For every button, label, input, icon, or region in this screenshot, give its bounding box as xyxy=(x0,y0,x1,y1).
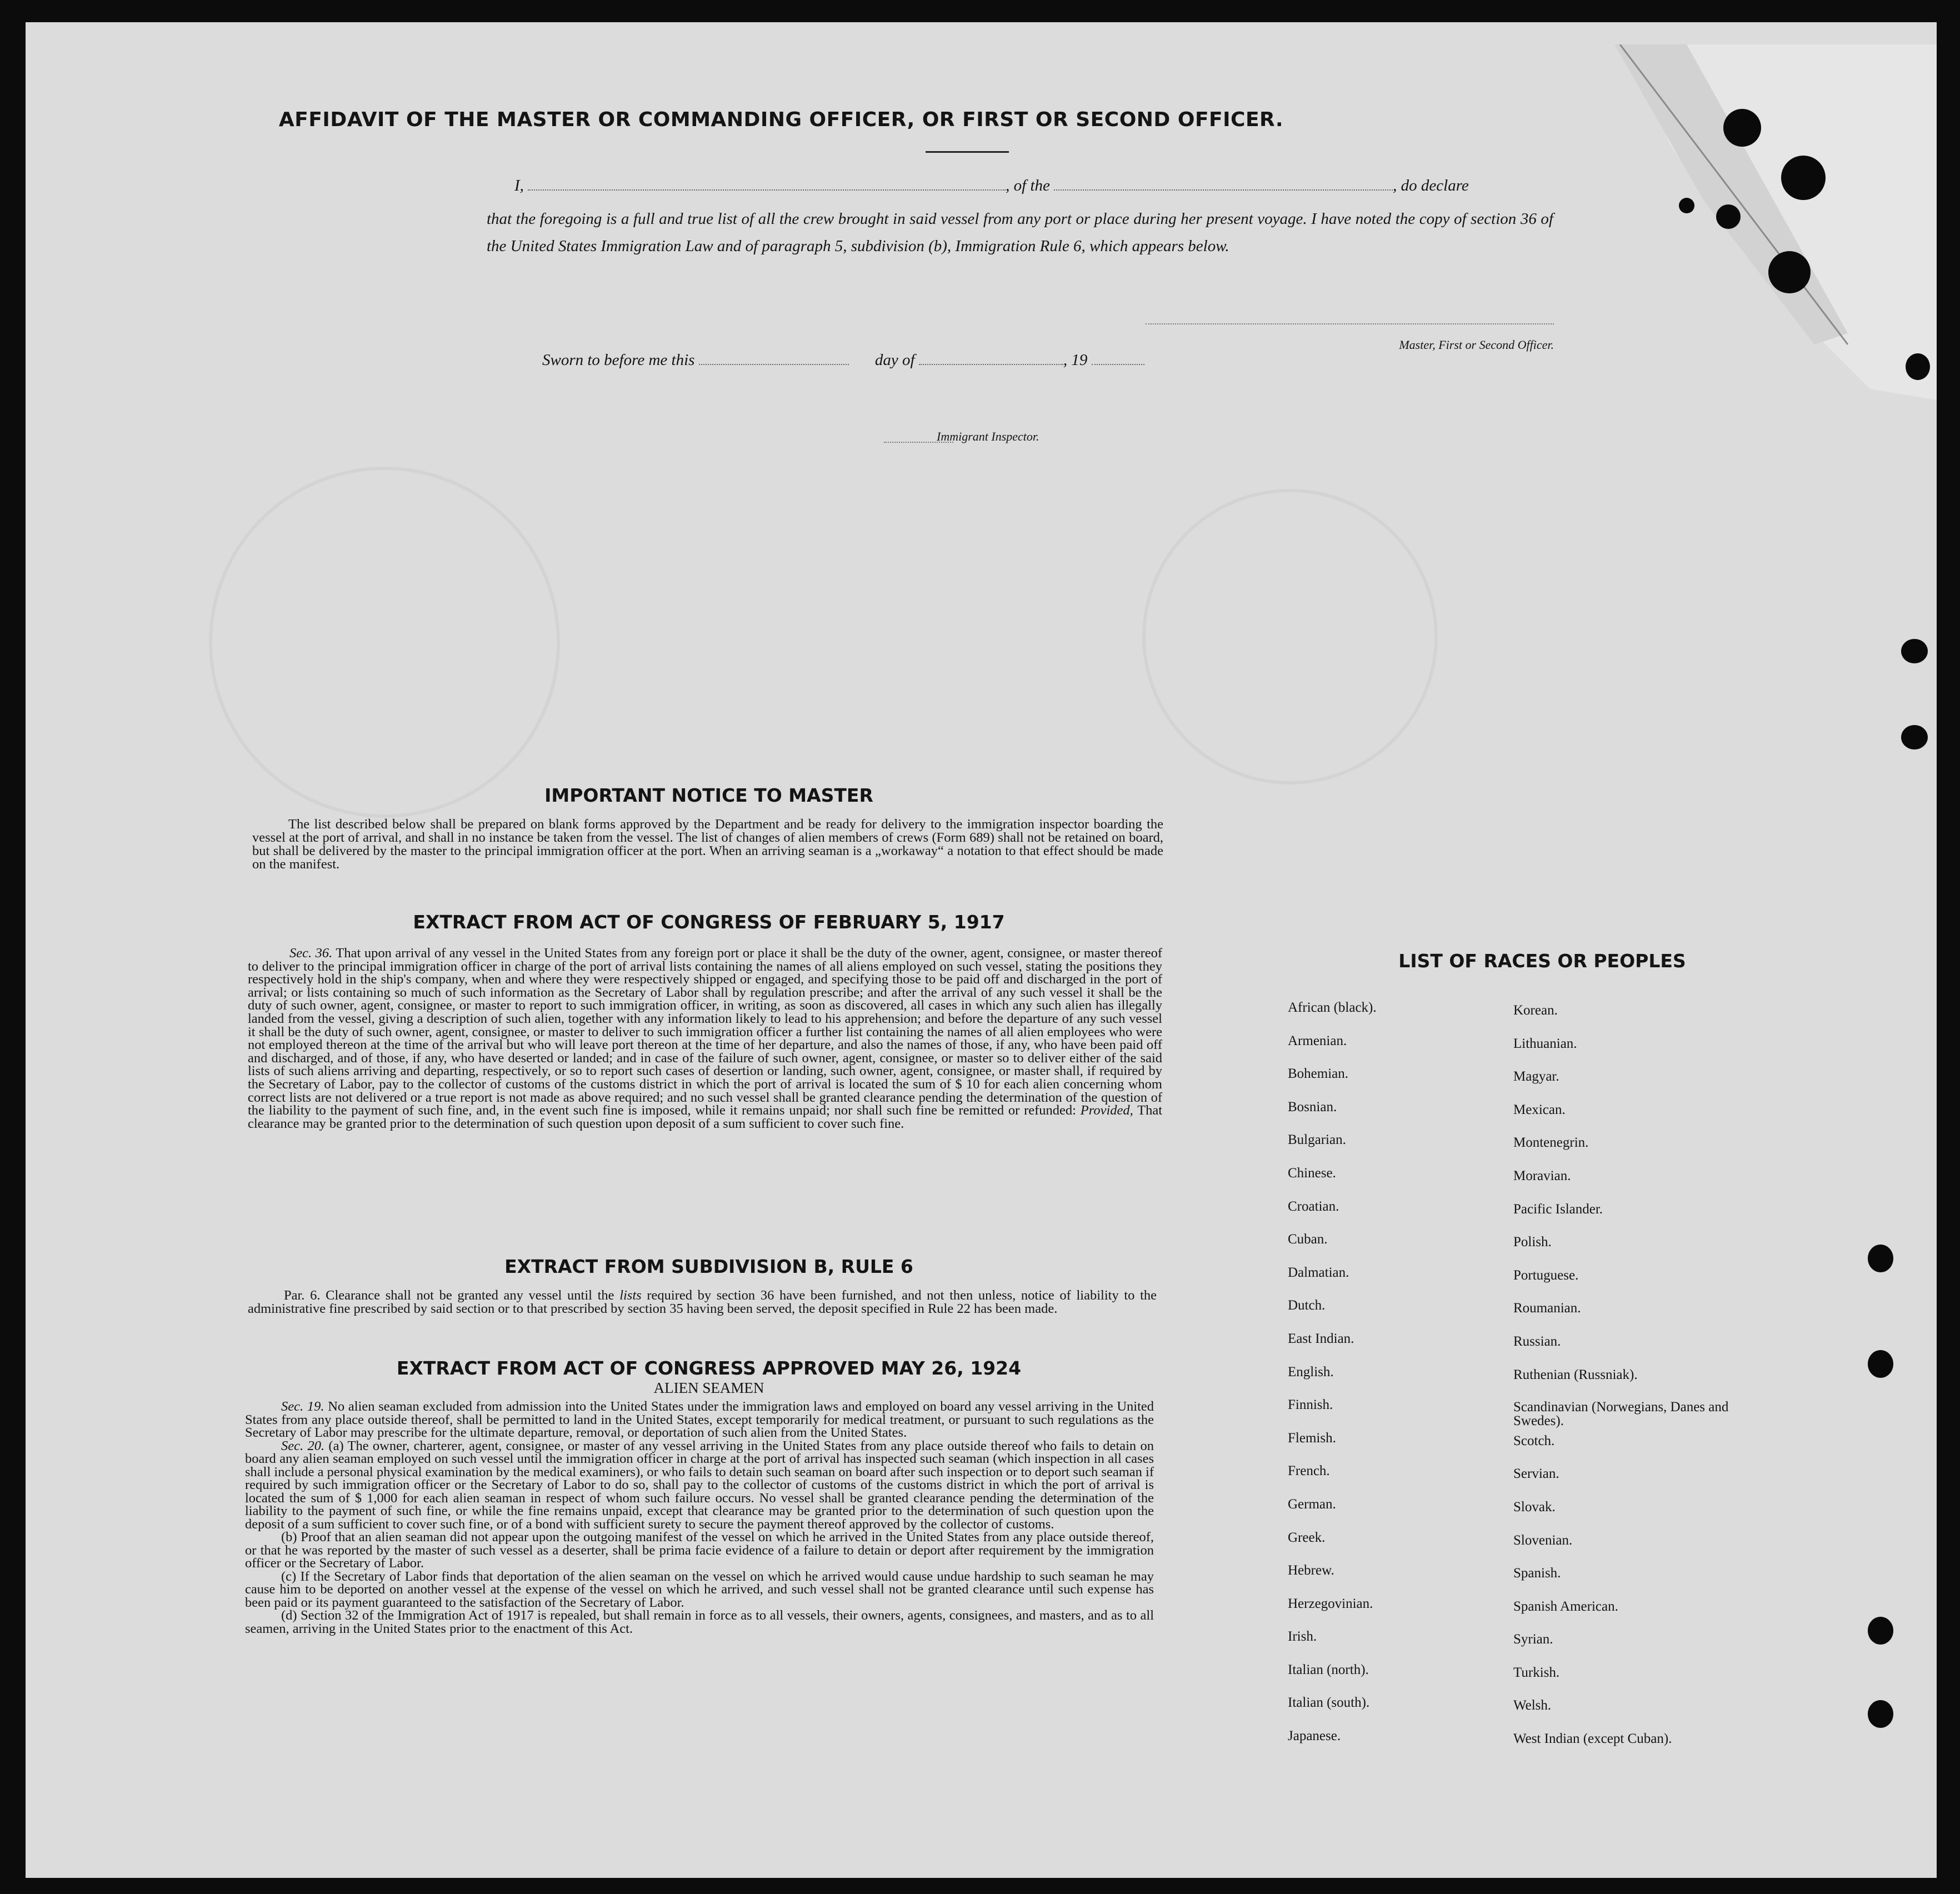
punch-hole xyxy=(1906,353,1930,380)
race-item: Magyar. xyxy=(1513,1069,1559,1085)
race-item: Russian. xyxy=(1513,1333,1561,1349)
sworn-label: Sworn to before me this xyxy=(542,351,695,369)
races-left-column xyxy=(1288,1000,1510,1762)
race-item: Greek. xyxy=(1288,1530,1326,1545)
sec20b-paragraph: (b) Proof that an alien seaman did not appear upon the outgoing manifest of the vessel on which he arrived in the United States from any place outside thereof, or that he was reported by the master of such vessel as a deserter, shall be prima facie evidence of a failure to detain or deport after requirement by the immigration officer or the Secretary of Labor. xyxy=(245,1530,1154,1571)
affidavit-body: that the foregoing is a full and true list of all the crew brought in said vessel from any port or place during her present voyage. I have noted the copy of section 36 of the United States Immigration Law and of paragraph 5, subdivision (b), Immigration Rule 6, which appears below. xyxy=(487,210,1553,255)
race-item: Moravian. xyxy=(1513,1168,1571,1183)
notice-title: IMPORTANT NOTICE TO MASTER xyxy=(544,784,873,806)
rule6-lists-word: lists xyxy=(619,1288,642,1303)
title-rule xyxy=(926,151,1009,153)
race-item: Turkish. xyxy=(1513,1665,1560,1680)
race-item: Flemish. xyxy=(1288,1430,1336,1446)
sec36-label: Sec. 36. xyxy=(289,946,333,961)
race-item: Hebrew. xyxy=(1288,1563,1334,1578)
race-item: Bohemian. xyxy=(1288,1066,1349,1082)
seal-bleed-left xyxy=(209,467,560,818)
race-item: Polish. xyxy=(1513,1235,1552,1250)
sec19-label: Sec. 19. xyxy=(281,1399,324,1414)
sworn-year-field[interactable] xyxy=(1092,364,1144,365)
race-item: Pacific Islander. xyxy=(1513,1201,1603,1217)
race-item: Italian (south). xyxy=(1288,1695,1370,1711)
sec20a-paragraph xyxy=(245,1440,1154,1531)
extract-1917-body xyxy=(248,947,1162,1130)
race-item: Mexican. xyxy=(1513,1102,1566,1117)
extract-1917-title: EXTRACT FROM ACT OF CONGRESS OF FEBRUARY 5, 1917 xyxy=(413,911,1005,933)
rule6-text-b: required by section 36 have been furnished, and not then unless, notice of liability to the administrative fine prescribed by said section or to that prescribed by section 35 having been served, the deposit specified in Rule 22 has been made. xyxy=(248,1288,1157,1316)
race-item: Armenian. xyxy=(1288,1033,1347,1048)
race-item: Welsh. xyxy=(1513,1698,1552,1713)
race-item: Bulgarian. xyxy=(1288,1132,1346,1148)
sec20d-paragraph: (d) Section 32 of the Immigration Act of 1917 is repealed, but shall remain in force as to all vessels, their owners, agents, consignees, and masters, and as to all seamen, arriving in the United States prior to the enactment of this Act. xyxy=(245,1608,1154,1636)
race-item: Slovenian. xyxy=(1513,1532,1573,1548)
sec20a-text: (a) The owner, charterer, agent, consignee, or master of any vessel arriving in the United States from any place outside thereof who fails to detain on board any alien seaman employed on such vessel until the immigration officer in charge at the port of arrival has inspected such seaman (which inspection in all cases shall include a personal physical examination by the medical examiners), or who fails to detain such seaman on board after such inspection or to deport such seaman if required by such immigration officer or the Secretary of Labor to do so, shall pay to the collector of customs of the customs district in which the port of arrival is located the sum of $ 1,000 for each alien seaman in respect of whom such failure occurs. No vessel shall be granted clearance pending the determination of the liability to the payment of such fine, or while the fine remains unpaid, except that clearance may be granted prior to the determination of such question upon the deposit of a sum sufficient to cover such fine, or of a bond with sufficient surety to secure the payment thereof approved by the collector of customs. xyxy=(245,1438,1154,1532)
sworn-month-field[interactable] xyxy=(919,364,1063,365)
master-name-field[interactable] xyxy=(528,189,1006,191)
inspector-label: Immigrant Inspector. xyxy=(937,429,1039,443)
declare-i: I, xyxy=(514,177,524,194)
race-item: Herzegovinian. xyxy=(1288,1596,1373,1611)
sec36-text-b: That clearance may be granted prior to the determination of such question upon deposit of a sum sufficient to cover such fine. xyxy=(248,1103,1163,1131)
affidavit-title: AFFIDAVIT OF THE MASTER OR COMMANDING OFFICER, OR FIRST OR SECOND OFFICER. xyxy=(278,108,1284,131)
race-item: Lithuanian. xyxy=(1513,1036,1577,1051)
document-page xyxy=(26,22,1937,1878)
race-item: German. xyxy=(1288,1496,1336,1512)
race-item: Syrian. xyxy=(1513,1632,1553,1647)
race-item: Slovak. xyxy=(1513,1499,1556,1515)
punch-hole xyxy=(1868,1617,1893,1645)
race-item: Chinese. xyxy=(1288,1165,1336,1181)
sworn-date-field[interactable] xyxy=(699,364,849,365)
race-item: Servian. xyxy=(1513,1466,1559,1482)
races-title: LIST OF RACES OR PEOPLES xyxy=(1398,950,1686,972)
torn-corner xyxy=(1559,44,1937,422)
sec20-label: Sec. 20. xyxy=(281,1438,325,1453)
rule6-text-a: Par. 6. Clearance shall not be granted any vessel until the xyxy=(284,1288,614,1303)
master-signature-line[interactable] xyxy=(1146,323,1554,324)
race-item: Spanish. xyxy=(1513,1566,1561,1581)
extract-1924-body xyxy=(245,1400,1154,1635)
race-item: Roumanian. xyxy=(1513,1301,1581,1316)
do-declare-label: , do declare xyxy=(1393,177,1469,194)
race-item: Ruthenian (Russniak). xyxy=(1513,1367,1638,1382)
race-item: Finnish. xyxy=(1288,1397,1333,1413)
race-item: Italian (north). xyxy=(1288,1662,1369,1677)
race-item: Spanish American. xyxy=(1513,1598,1618,1614)
extract-rule6-body xyxy=(248,1289,1157,1315)
punch-hole xyxy=(1868,1700,1893,1728)
extract-rule6-title: EXTRACT FROM SUBDIVISION B, RULE 6 xyxy=(504,1256,913,1277)
sec36-text-a: That upon arrival of any vessel in the United States from any foreign port or place it shall be the duty of the owner, agent, consignee, or master thereof to deliver to the principal immigration officer in charge of the port of arrival lists containing the names of all aliens employed on such vessel, stating the positions they respectively hold in the ship's company, when and where they were respectively shipped or engaged, and specifying those to be paid off and discharged in the port of arrival; or lists containing so much of such information as the Secretary of Labor shall by regulation prescribe; and after the arrival of any such vessel it shall be the duty of such owner, agent, consignee, or master to report to such immigration officer, in writing, as soon as discovered, all cases in which any such alien has illegally landed from the vessel, giving a description of such alien, together with any information likely to lead to his apprehension; and before the departure of any such vessel it shall be the duty of such owner, agent, consignee, or master to deliver to such immigration officer a further list containing the names of all alien employees who were not employed thereon at the time of the arrival but who will leave port thereon at the time of her departure, and also the names of those, if any, who have been paid off and discharged, and of those, if any, who have deserted or landed; and in case of the failure of such owner, agent, consignee, or master so to deliver either of the said lists of such aliens arriving and departing, respectively, or so to report such cases of desertion or landing, such owner, agent, consignee, or master shall, if required by the Secretary of Labor, pay to the collector of customs of the customs district in which the port of arrival is located the sum of $ 10 for each alien concerning whom correct lists are not delivered or a true report is not made as above required; and no such vessel shall be granted clearance pending the determination of the question of the liability to the payment of such fine, and, in the event such fine is imposed, while it remains unpaid; nor shall such fine be remitted or refunded: xyxy=(248,946,1163,1118)
extract-1924-subtitle: ALIEN SEAMEN xyxy=(653,1380,764,1396)
race-item: Korean. xyxy=(1513,1003,1558,1018)
races-right-column xyxy=(1513,1003,1747,1765)
of-the-label: , of the xyxy=(1006,177,1050,194)
race-item: Dutch. xyxy=(1288,1298,1326,1313)
punch-hole xyxy=(1868,1245,1893,1272)
race-item: Dalmatian. xyxy=(1288,1265,1349,1280)
extract-1924-title: EXTRACT FROM ACT OF CONGRESS APPROVED MAY 26, 1924 xyxy=(396,1357,1022,1379)
sec20c-paragraph: (c) If the Secretary of Labor finds that deportation of the alien seaman on the vessel on which he arrived would cause undue hardship to such seaman he may cause him to be deported on another vessel at the expense of the vessel on which he arrived, and such vessel shall not be granted clearance until such expense has been paid or its payment guaranteed to the satisfaction of the Secretary of Labor. xyxy=(245,1568,1154,1610)
day-of-label: day of xyxy=(874,351,915,369)
race-item: Bosnian. xyxy=(1288,1099,1337,1115)
proviso-word: Provided, xyxy=(1080,1103,1133,1118)
punch-hole xyxy=(1901,639,1928,663)
race-item: English. xyxy=(1288,1364,1334,1380)
sworn-line xyxy=(542,351,1144,369)
race-item: French. xyxy=(1288,1463,1330,1479)
race-item: Irish. xyxy=(1288,1629,1317,1645)
declaration-line xyxy=(487,177,1559,195)
race-item: Cuban. xyxy=(1288,1232,1328,1247)
race-item: Croatian. xyxy=(1288,1198,1339,1214)
sec19-paragraph xyxy=(245,1400,1154,1440)
race-item: African (black). xyxy=(1288,1000,1377,1015)
race-item: Scotch. xyxy=(1513,1433,1555,1448)
sec19-text: No alien seaman excluded from admission into the United States under the immigration laws and employed on board any vessel arriving in the United States from any place outside thereof, shall be permitted to land in the United States, except temporarily for medical treatment, or pursuant to such regulations as the Secretary of Labor may prescribe for the ultimate departure, removal, or deportation of such alien from the United States. xyxy=(245,1399,1154,1440)
notice-body: The list described below shall be prepared on blank forms approved by the Department and be ready for delivery to the immigration inspector boarding the vessel at the port of arrival, and shall in no instance be taken from the vessel. The list of changes of alien members of crews (Form 689) shall not be retained on board, but shall be delivered by the master to the principal immigration officer at the port. When an arriving seaman is a „workaway“ a notation to that effect should be made on the manifest. xyxy=(252,817,1163,872)
vessel-name-field[interactable] xyxy=(1054,189,1393,191)
master-signature-label: Master, First or Second Officer. xyxy=(1399,338,1554,352)
race-item: Montenegrin. xyxy=(1513,1135,1589,1151)
race-item: East Indian. xyxy=(1288,1331,1354,1346)
punch-hole xyxy=(1901,725,1928,749)
race-item: West Indian (except Cuban). xyxy=(1513,1731,1672,1747)
race-item: Scandinavian (Norwegians, Danes and Swedes). xyxy=(1513,1400,1729,1429)
seal-bleed-right xyxy=(1142,489,1438,784)
race-item: Japanese. xyxy=(1288,1728,1341,1744)
race-item: Portuguese. xyxy=(1513,1267,1579,1283)
year-label: , 19 xyxy=(1063,351,1088,369)
punch-hole xyxy=(1868,1350,1893,1378)
